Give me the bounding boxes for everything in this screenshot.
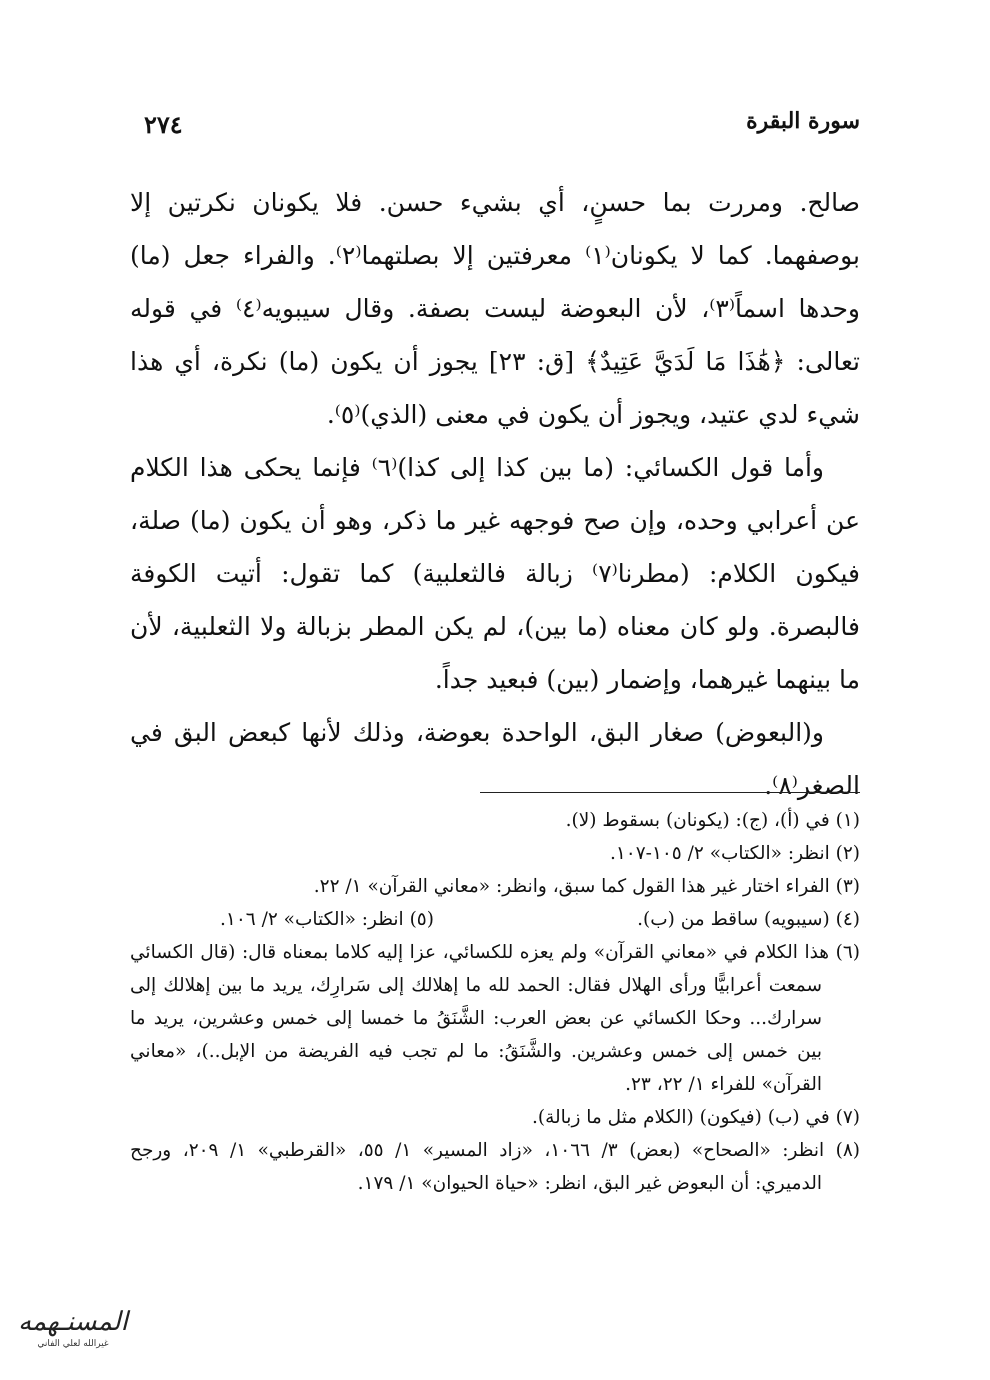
paragraph-1: صالح. ومررت بما حسنٍ، أي بشيء حسن. فلا يكونان نكرتين إلا بوصفهما. كما لا يكونان⁽١⁾ معرفتين إلا بصلتهما⁽٢⁾. والفراء جعل (ما) وحدها اسماً⁽٣⁾، لأن البعوضة ليست بصفة. وقال سيبويه⁽٤⁾ في قوله تعالى: ﴿هَٰذَا مَا لَدَيَّ عَتِيدٌ﴾ [ق: ٢٣] يجوز أن يكون (ما) نكرة، أي هذا شيء لدي عتيد، ويجوز أن يكون في معنى (الذي)⁽٥⁾. bbox=[130, 188, 860, 429]
footnote-2: (٢) انظر: «الكتاب» ٢/ ١٠٥-١٠٧. bbox=[609, 843, 860, 864]
footnote-6: (٦) هذا الكلام في «معاني القرآن» ولم يعزه للكسائي، عزا إليه كلاما بمعناه قال: (قال الكسائي سمعت أعرابيًّا ورأى الهلال فقال: الحمد لله ما إهلالك إلى سَرارِك، يريد ما بين إهلالك إلى سرارك... وحكا الكسائي عن بعض العرب: الشَّنَقُ ما خمسا إلى خمس وعشرين، يريد ما بين خمس إلى خمس وعشرين. والشَّنَقُ: ما لم تجب فيه الفريضة من الإبل..)، «معاني القرآن» للفراء ١/ ٢٢، ٢٣. bbox=[130, 942, 860, 1095]
footnote-8: (٨) انظر: «الصحاح» (بعض) ٣/ ١٠٦٦، «زاد المسير» ١/ ٥٥، «القرطبي» ١/ ٢٠٩، ورجح الدميري: أن البعوض غير البق، انظر: «حياة الحيوان» ١/ ١٧٩. bbox=[130, 1140, 861, 1194]
paragraph-2: وأما قول الكسائي: (ما بين كذا إلى كذا)⁽٦⁾ فإنما يحكى هذا الكلام عن أعرابي وحده، وإن صح فوجهه غير ما ذكر، وهو أن يكون (ما) صلة، فيكون الكلام: (مطرنا⁽٧⁾ زبالة فالثعلبية) كما تقول: أتيت الكوفة فالبصرة. ولو كان معناه (ما بين)، لم يكن المطر بزبالة ولا الثعلبية، لأن ما بينهما غيرهما، وإضمار (بين) فبعيد جداً. bbox=[130, 453, 860, 694]
paragraph-3: و(البعوض) صغار البق، الواحدة بعوضة، وذلك لأنها كبعض البق في الصغر⁽٨⁾. bbox=[130, 718, 860, 800]
footnote-divider bbox=[480, 792, 860, 793]
footnote-row-4-5 bbox=[220, 903, 860, 936]
logo-subtext: غيرالله لعلي الفاني bbox=[37, 1339, 109, 1349]
footnotes bbox=[130, 804, 860, 1200]
footnote-1: (١) في (أ)، (ج): (يكونان) بسقوط (لا). bbox=[565, 810, 860, 831]
footnote-3: (٣) الفراء اختار غير هذا القول كما سبق، وانظر: «معاني القرآن» ١/ ٢٢. bbox=[313, 876, 860, 897]
footnote-5: (٥) انظر: «الكتاب» ٢/ ١٠٦. bbox=[220, 909, 434, 930]
footnote-7: (٧) في (ب) (فيكون) (الكلام مثل ما زبالة). bbox=[532, 1107, 860, 1128]
page-header bbox=[130, 108, 860, 148]
footnote-4: (٤) (سيبويه) ساقط من (ب). bbox=[637, 909, 860, 930]
publisher-logo bbox=[6, 1300, 141, 1350]
page-number: ٢٧٤ bbox=[144, 110, 183, 139]
main-text bbox=[130, 176, 860, 812]
logo-text: المسنـهمه bbox=[18, 1307, 128, 1337]
header-title: سورة البقرة bbox=[746, 108, 860, 134]
